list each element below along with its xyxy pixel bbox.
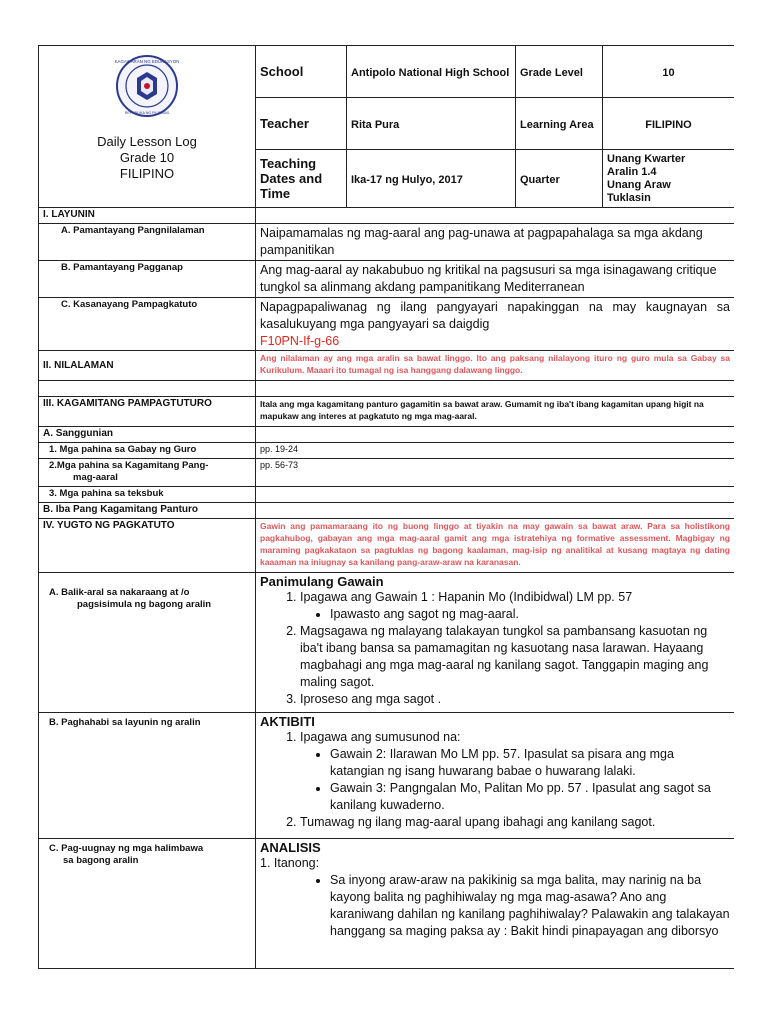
- ref1-value: pp. 19-24: [256, 443, 735, 459]
- area-value: FILIPINO: [645, 118, 692, 131]
- row-c-cell: [256, 298, 735, 351]
- list-item: [330, 606, 730, 623]
- page-title: [43, 134, 251, 182]
- section-yugto: IV. YUGTO NG PAGKATUTO: [39, 519, 256, 573]
- section-layunin: I. LAYUNIN: [39, 208, 256, 224]
- step-a-title: Panimulang Gawain: [260, 574, 384, 589]
- step-b-item1: Ipagawa ang sumusunod na:: [300, 730, 461, 744]
- row-a-text: Naipamamalas ng mag-aaral ang pag-unawa at pagpapahalaga sa mga akdang pampanitikan: [256, 224, 735, 261]
- grade-label-cell: [516, 46, 603, 98]
- list-item: [330, 746, 730, 780]
- ref2-label-2: mag-aaral: [73, 472, 118, 483]
- step-a-label: [39, 573, 256, 713]
- kagamitan-note: Itala ang mga kagamitang panturo gagamitin sa bawat araw. Gumamit ng iba't ibang kagamitan upang higit na mapukaw ang interes at pagkatuto ng mga mag-aaral.: [256, 397, 735, 427]
- ref1-label: 1. Mga pahina sa Gabay ng Guro: [39, 443, 256, 459]
- step-c-label: [39, 839, 256, 969]
- step-c-label-2: sa bagong aralin: [63, 855, 139, 866]
- ref3-label: 3. Mga pahina sa teksbuk: [39, 487, 256, 503]
- step-b-content: [256, 713, 735, 839]
- step-a-label-1: A. Balik-aral sa nakaraang at /o: [49, 587, 190, 598]
- quarter-value-3: Unang Araw: [607, 178, 671, 191]
- deped-logo: [43, 54, 251, 118]
- area-value-cell: [603, 98, 735, 150]
- quarter-value-2: Aralin 1.4: [607, 165, 657, 178]
- title-line-2: Grade 10: [119, 150, 175, 165]
- step-c-sub1: Sa inyong araw-araw na pakikinig sa mga balita, may narinig na ba kayong balita ng paghihiwalay ng mga mag-asawa? Ano ang karaniwang dahilan ng kanilang paghihiwalay? Palawakin ang talakayan hanggang sa maging paksa ay : Bakit hindi pinapayagan ang diborsyo: [330, 873, 730, 938]
- dates-value-cell: [347, 150, 516, 208]
- header-table: [38, 45, 734, 208]
- step-a-list: [260, 589, 730, 708]
- step-c-line1: 1. Itanong:: [260, 856, 320, 870]
- logo-text: KAGAWARAN NG EDUKASYON: [115, 59, 179, 64]
- deped-seal-icon: [115, 54, 179, 118]
- quarter-value-cell: [603, 150, 735, 208]
- empty-cell: [256, 503, 735, 519]
- sanggunian-label: A. Sanggunian: [39, 427, 256, 443]
- header-title-cell: [39, 46, 256, 208]
- row-a-label: A. Pamantayang Pangnilalaman: [39, 224, 256, 261]
- teacher-label: Teacher: [256, 98, 347, 150]
- list-item: [330, 872, 730, 940]
- teacher-value-cell: [347, 98, 516, 150]
- row-b-label: B. Pamantayang Pagganap: [39, 261, 256, 298]
- area-label-cell: [516, 98, 603, 150]
- ref2-value: pp. 56-73: [256, 459, 735, 487]
- school-value: Antipolo National High School: [351, 66, 510, 79]
- empty-cell: [256, 381, 735, 397]
- step-a-item3: Iproseso ang mga sagot .: [300, 692, 442, 706]
- step-a-content: [256, 573, 735, 713]
- step-b-sub1: Gawain 2: Ilarawan Mo LM pp. 57. Ipasulat sa pisara ang mga katangian ng isang huwarang babae o huwarang lalaki.: [330, 747, 674, 778]
- step-b-item2: Tumawag ng ilang mag-aaral upang ibahagi ang kanilang sagot.: [300, 815, 656, 829]
- row-b-text: Ang mag-aaral ay nakabubuo ng kritikal na pagsusuri sa mga isinagawang critique tungkol sa alinmang akdang pampanitikang Mediterranean: [256, 261, 735, 298]
- step-a-label-2: pagsisimula ng bagong aralin: [77, 599, 212, 610]
- quarter-label-cell: [516, 150, 603, 208]
- grade-value: 10: [662, 66, 675, 79]
- grade-label: Grade Level: [520, 66, 583, 79]
- step-b-list: [260, 729, 730, 831]
- yugto-note: Gawin ang pamamaraang ito ng buong linggo at tiyakin na may gawain sa bawat araw. Para sa holistikong pagkahubog, gabayan ang mga mag-aaral gamit ang mga istratehiya ng formative assessment. Magbigay ng maraming pagkakataon sa pagtuklas ng bagong kaalaman, mag-isip ng analitikal at kusang magtaya ng dating kaaaman na iniugnay sa kanilang pang-araw-araw na karanasan.: [256, 519, 735, 573]
- iba-label: B. Iba Pang Kagamitang Panturo: [39, 503, 256, 519]
- list-item: [300, 814, 730, 831]
- quarter-value-4: Tuklasin: [607, 191, 651, 204]
- teacher-value: Rita Pura: [351, 118, 400, 131]
- grade-value-cell: [603, 46, 735, 98]
- ref2-label-1: 2.Mga pahina sa Kagamitang Pang-: [49, 460, 209, 471]
- list-item: [330, 780, 730, 814]
- row-c-label: C. Kasanayang Pampagkatuto: [39, 298, 256, 351]
- dates-value: Ika-17 ng Hulyo, 2017: [351, 173, 463, 186]
- empty-cell: [256, 208, 735, 224]
- section-nilalaman: II. NILALAMAN: [39, 351, 256, 381]
- lesson-log-page: [38, 45, 734, 985]
- empty-cell: [39, 381, 256, 397]
- quarter-label: Quarter: [520, 173, 560, 186]
- list-item: [300, 589, 730, 623]
- step-b-title: AKTIBITI: [260, 714, 315, 729]
- empty-cell: [256, 487, 735, 503]
- list-item: [300, 623, 730, 691]
- step-a-item1-sub: Ipawasto ang sagot ng mag-aaral.: [330, 607, 520, 621]
- row-c-text: Napagpapaliwanag ng ilang pangyayari napakinggan na may kaugnayan sa kasalukuyang mga pangyayari sa daigdig: [260, 300, 730, 331]
- dates-label: Teaching Dates and Time: [256, 150, 347, 208]
- title-line-1: Daily Lesson Log: [97, 134, 197, 149]
- list-item: [300, 691, 730, 708]
- step-a-item2: Magsagawa ng malayang talakayan tungkol sa pambansang kasuotan ng iba't ibang bansa sa pamamagitan ng kasuotang nasa larawan. Hayaang magbahagi ang mga mag-aaral ng kanilang sagot. Tanggapin maging ang maling sagot.: [300, 624, 709, 689]
- title-line-3: FILIPINO: [119, 166, 175, 181]
- ref2-label-cell: [39, 459, 256, 487]
- list-item: [300, 729, 730, 814]
- step-a-item1: Ipagawa ang Gawain 1 : Hapanin Mo (Indibidwal) LM pp. 57: [300, 590, 633, 604]
- school-label: School: [256, 46, 347, 98]
- row-c-code: F10PN-If-g-66: [260, 334, 340, 348]
- empty-cell: [256, 427, 735, 443]
- school-value-cell: [347, 46, 516, 98]
- quarter-value-1: Unang Kwarter: [607, 152, 686, 165]
- step-b-label: B. Paghahabi sa layunin ng aralin: [39, 713, 256, 839]
- step-c-content: [256, 839, 735, 969]
- step-c-title: ANALISIS: [260, 840, 321, 855]
- step-c-label-1: C. Pag-uugnay ng mga halimbawa: [49, 843, 204, 854]
- logo-sub: REPUBLIKA NG PILIPINAS: [124, 111, 170, 115]
- step-c-list: [260, 872, 730, 940]
- nilalaman-note: Ang nilalaman ay ang mga aralin sa bawat linggo. Ito ang paksang nilalayong ituro ng guro mula sa Gabay sa Kurikulum. Maaari ito tumagal ng isa hanggang dalawang linggo.: [256, 351, 735, 381]
- section-kagamitan: III. KAGAMITANG PAMPAGTUTURO: [39, 397, 256, 427]
- lesson-table: [38, 207, 734, 969]
- area-label: Learning Area: [520, 118, 594, 131]
- step-b-sub2: Gawain 3: Pangngalan Mo, Palitan Mo pp. 57 . Ipasulat ang sagot sa kanilang kuwaderno.: [330, 781, 711, 812]
